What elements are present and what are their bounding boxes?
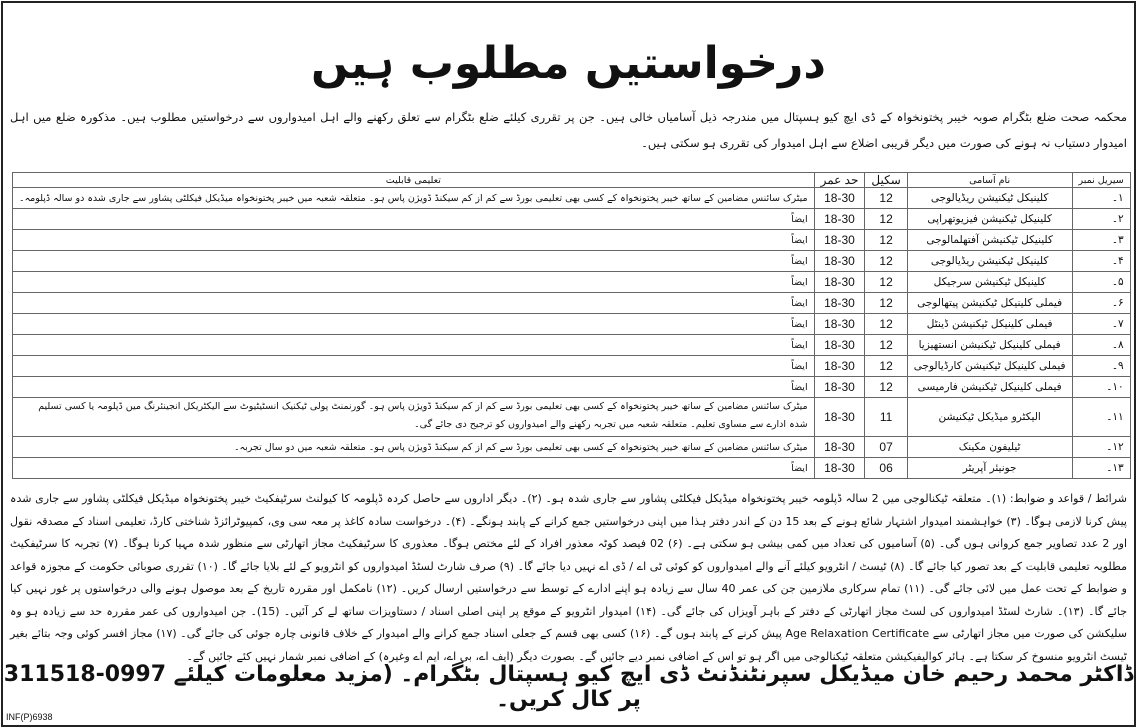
cell-age: 18-30 [814,230,865,251]
cell-age: 18-30 [814,356,865,377]
cell-serial: ۱۱۔ [1072,398,1130,437]
table-row [13,377,1131,398]
cell-age: 18-30 [814,209,865,230]
cell-serial: ۲۔ [1072,209,1130,230]
cell-scale: 12 [865,356,907,377]
cell-qualification: ایضاً [13,272,815,293]
cell-scale: 12 [865,272,907,293]
cell-scale: 12 [865,251,907,272]
terms-and-conditions: شرائط / قواعد و ضوابط: (۱)۔ متعلقہ ٹیکنالوجی میں 2 سالہ ڈپلومہ خیبر پختونخواہ میڈیکل فیکلٹی پشاور سے جاری شدہ ہو۔ (۲)۔ دیگر اداروں سے حاصل کردہ ڈپلومہ کا کیولنٹ سرٹیفکیٹ خیبر پختونخواہ میڈیکل فیکلٹی پشاور سے جاری شدہ پیش کرنا لازمی ہوگا۔ (۳) خواہشمند امیدوار اشتہار شائع ہونے کے بعد 15 دن کے اندر دفتر ہذا میں اپنی درخواستیں جمع کرانے کے پابند ہونگے۔ (۴)۔ درخواست سادہ کاغذ پر معہ سی وی، کمپیوٹرائزڈ شناختی کارڈ، تعلیمی اسناد کے مصدقہ نقول اور 2 عدد تصاویر جمع کروانی ہوں گی۔ (۵) آسامیوں کی تعداد میں کمی بیشی ہو سکتی ہے۔ (۶) 02 فیصد کوٹہ معذور افراد کے لئے مختص ہوگا۔ معذوری کا سرٹیفکیٹ مجاز اتھارٹی سے منظور شدہ مہیا کرنا ہوگا۔ (۷) تجربہ کا سرٹیفکیٹ مطلوبہ تعلیمی قابلیت کے بعد تصور کیا جائے گا۔ (۸) ٹیسٹ / انٹرویو کیلئے آنے والے امیدواروں کو کوئی ٹی اے / ڈی اے نہیں دیا جائے گا۔ (۹) صرف شارٹ لسٹڈ امیدواروں کو انٹرویو کے لئے بلایا جائے گا۔ (۱۰) تقرری صوبائی حکومت کے مجوزہ قواعد و ضوابط کے تحت عمل میں لائی جائے گی۔ (۱۱) تمام سرکاری ملازمین جن کی عمر 40 سال سے زیادہ ہو اپنے ادارے کے توسط سے درخواستیں ارسال کریں۔ (۱۲) نامکمل اور مقررہ تاریخ کے بعد موصول ہونے والی درخواستوں پر غور نہیں کیا جائے گا۔ (۱۳)۔ شارٹ لسٹڈ امیدواروں کی لسٹ مجاز اتھارٹی کے دفتر کے باہر آویزاں کی جائے گی۔ (۱۴) امیدوار انٹرویو کے موقع پر اپنی اصلی اسناد / دستاویزات ساتھ لے کر آئیں۔ (15)۔ جن امیدواروں کی عمر مقررہ حد سے زیادہ ہو وہ سلیکشن کی صورت میں مجاز اتھارٹی سے Age Relaxation Certificate پیش کرنے کے پابند ہوں گے۔ (۱۶) کسی بھی قسم کے جعلی اسناد جمع کرانے والے امیدوار کے خلاف قانونی چارہ جوئی کی جائے گی۔ (۱۷) مجاز افسر کوئی وجہ بتائے بغیر ٹیسٹ انٹرویو منسوخ کر سکتا ہے۔ ہائر کوالیفیکیشن متعلقہ ٹیکنالوجی میں اگر ہو تو اس کے اضافی نمبر دیے جائیں گے۔ بصورت دیگر (ایف اے، بی اے، ایم اے وغیرہ) کے اضافی نمبر شمار نہیں کئے جائیں گے۔ [10,492,1128,663]
cell-age: 18-30 [814,458,865,479]
table-row [13,188,1131,209]
cell-scale: 12 [865,314,907,335]
table-row [13,272,1131,293]
cell-serial: ۹۔ [1072,356,1130,377]
cell-qualification: ایضاً [13,230,815,251]
table-row [13,356,1131,377]
ad-title: درخواستیں مطلوب ہیں [311,38,826,89]
header-age: حد عمر [814,173,865,188]
cell-post: فیملی کلینیکل ٹیکنیشن انستھیزیا [907,335,1072,356]
cell-qualification: ایضاً [13,251,815,272]
cell-qualification: ایضاً [13,458,815,479]
cell-qualification: ایضاً [13,209,815,230]
table-row [13,209,1131,230]
table-row [13,398,1131,437]
cell-post: جونیئر آپریٹر [907,458,1072,479]
cell-serial: ۷۔ [1072,314,1130,335]
cell-post: کلینیکل ٹیکنیشن سرجیکل [907,272,1072,293]
cell-qualification: ایضاً [13,335,815,356]
cell-post: کلینیکل ٹیکنیشن ریڈیالوجی [907,188,1072,209]
reference-number: INF(P)6938 [6,712,53,722]
cell-post: فیملی کلینیکل ٹیکنیشن فارمیسی [907,377,1072,398]
cell-qualification: میٹرک سائنس مضامین کے ساتھ خیبر پختونخواہ کے کسی بھی تعلیمی بورڈ سے کم از کم سیکنڈ ڈویژن پاس ہو۔ متعلقہ شعبہ میں خیبر پختونخواہ میڈیکل فیکلٹی پشاور سے جاری شدہ دو سالہ ڈپلومہ۔ [13,188,815,209]
cell-scale: 11 [865,398,907,437]
cell-serial: ۸۔ [1072,335,1130,356]
cell-post: فیملی کلینیکل ٹیکنیشن ڈینٹل [907,314,1072,335]
table-header-row [13,173,1131,188]
cell-age: 18-30 [814,335,865,356]
cell-post: کلینیکل ٹیکنیشن ریڈیالوجی [907,251,1072,272]
cell-post: فیملی کلینیکل ٹیکنیشن کارڈیالوجی [907,356,1072,377]
cell-serial: ۱۰۔ [1072,377,1130,398]
cell-qualification: میٹرک سائنس مضامین کے ساتھ خیبر پختونخواہ کے کسی بھی تعلیمی بورڈ سے کم از کم سیکنڈ ڈویژن پاس ہو۔ گورنمنٹ پولی ٹیکنیک انسٹیٹیوٹ سے الیکٹریکل انجینئرنگ میں ڈپلومہ یا کسی تسلیم شدہ ادارے سے مساوی تعلیم۔ متعلقہ شعبہ میں تجربہ رکھنے والے امیدواروں کو ترجیح دی جائے گی۔ [13,398,815,437]
cell-age: 18-30 [814,437,865,458]
cell-scale: 12 [865,230,907,251]
cell-qualification: ایضاً [13,314,815,335]
header-qualification: تعلیمی قابلیت [13,173,815,188]
cell-scale: 12 [865,293,907,314]
cell-post: ٹیلیفون مکینک [907,437,1072,458]
intro-paragraph: محکمہ صحت ضلع بٹگرام صوبہ خیبر پختونخواہ کے ڈی ایچ کیو ہسپتال میں مندرجہ ذیل آسامیاں خالی ہیں۔ جن پر تقرری کیلئے ضلع بٹگرام سے تعلق رکھنے والے اہل امیدواروں سے درخواستیں مطلوب ہیں۔ مذکورہ ضلع میں اہل امیدوار دستیاب نہ ہونے کی صورت میں دیگر قریبی اضلاع سے اہل امیدوار کی تقرری ہو سکتی ہیں۔ [10,110,1127,150]
cell-age: 18-30 [814,377,865,398]
cell-age: 18-30 [814,314,865,335]
cell-scale: 06 [865,458,907,479]
cell-qualification: میٹرک سائنس مضامین کے ساتھ خیبر پختونخواہ کے کسی بھی تعلیمی بورڈ سے کم از کم سیکنڈ ڈویژن پاس ہو۔ متعلقہ شعبہ میں دو سال تجربہ۔ [13,437,815,458]
contact-footer: ڈاکٹر محمد رحیم خان میڈیکل سپرنٹنڈنٹ ڈی ایچ کیو ہسپتال بٹگرام۔ (مزید معلومات کیلئے 0997-311518 پر کال کریں۔ [3,662,1134,712]
cell-post: فیملی کلینیکل ٹیکنیشن پیتھالوجی [907,293,1072,314]
cell-qualification: ایضاً [13,356,815,377]
cell-age: 18-30 [814,293,865,314]
cell-age: 18-30 [814,398,865,437]
cell-scale: 12 [865,377,907,398]
table-row [13,314,1131,335]
table-row [13,437,1131,458]
cell-scale: 12 [865,209,907,230]
vacancies-table [12,172,1131,479]
cell-post: کلینیکل ٹیکنیشن آفتھلمالوجی [907,230,1072,251]
cell-post: کلینیکل ٹیکنیشن فیزیوتھراپی [907,209,1072,230]
cell-serial: ۱۲۔ [1072,437,1130,458]
table-row [13,458,1131,479]
table-row [13,293,1131,314]
cell-serial: ۶۔ [1072,293,1130,314]
cell-serial: ۱۔ [1072,188,1130,209]
cell-post: الیکٹرو میڈیکل ٹیکنیشن [907,398,1072,437]
header-scale: سکیل [865,173,907,188]
cell-scale: 07 [865,437,907,458]
cell-qualification: ایضاً [13,377,815,398]
header-post: نام آسامی [907,173,1072,188]
cell-serial: ۱۳۔ [1072,458,1130,479]
cell-age: 18-30 [814,188,865,209]
cell-scale: 12 [865,335,907,356]
cell-scale: 12 [865,188,907,209]
header-serial: سیریل نمبر [1072,173,1130,188]
table-row [13,251,1131,272]
table-row [13,335,1131,356]
cell-serial: ۵۔ [1072,272,1130,293]
table-row [13,230,1131,251]
cell-serial: ۳۔ [1072,230,1130,251]
cell-age: 18-30 [814,272,865,293]
cell-qualification: ایضاً [13,293,815,314]
cell-serial: ۴۔ [1072,251,1130,272]
cell-age: 18-30 [814,251,865,272]
